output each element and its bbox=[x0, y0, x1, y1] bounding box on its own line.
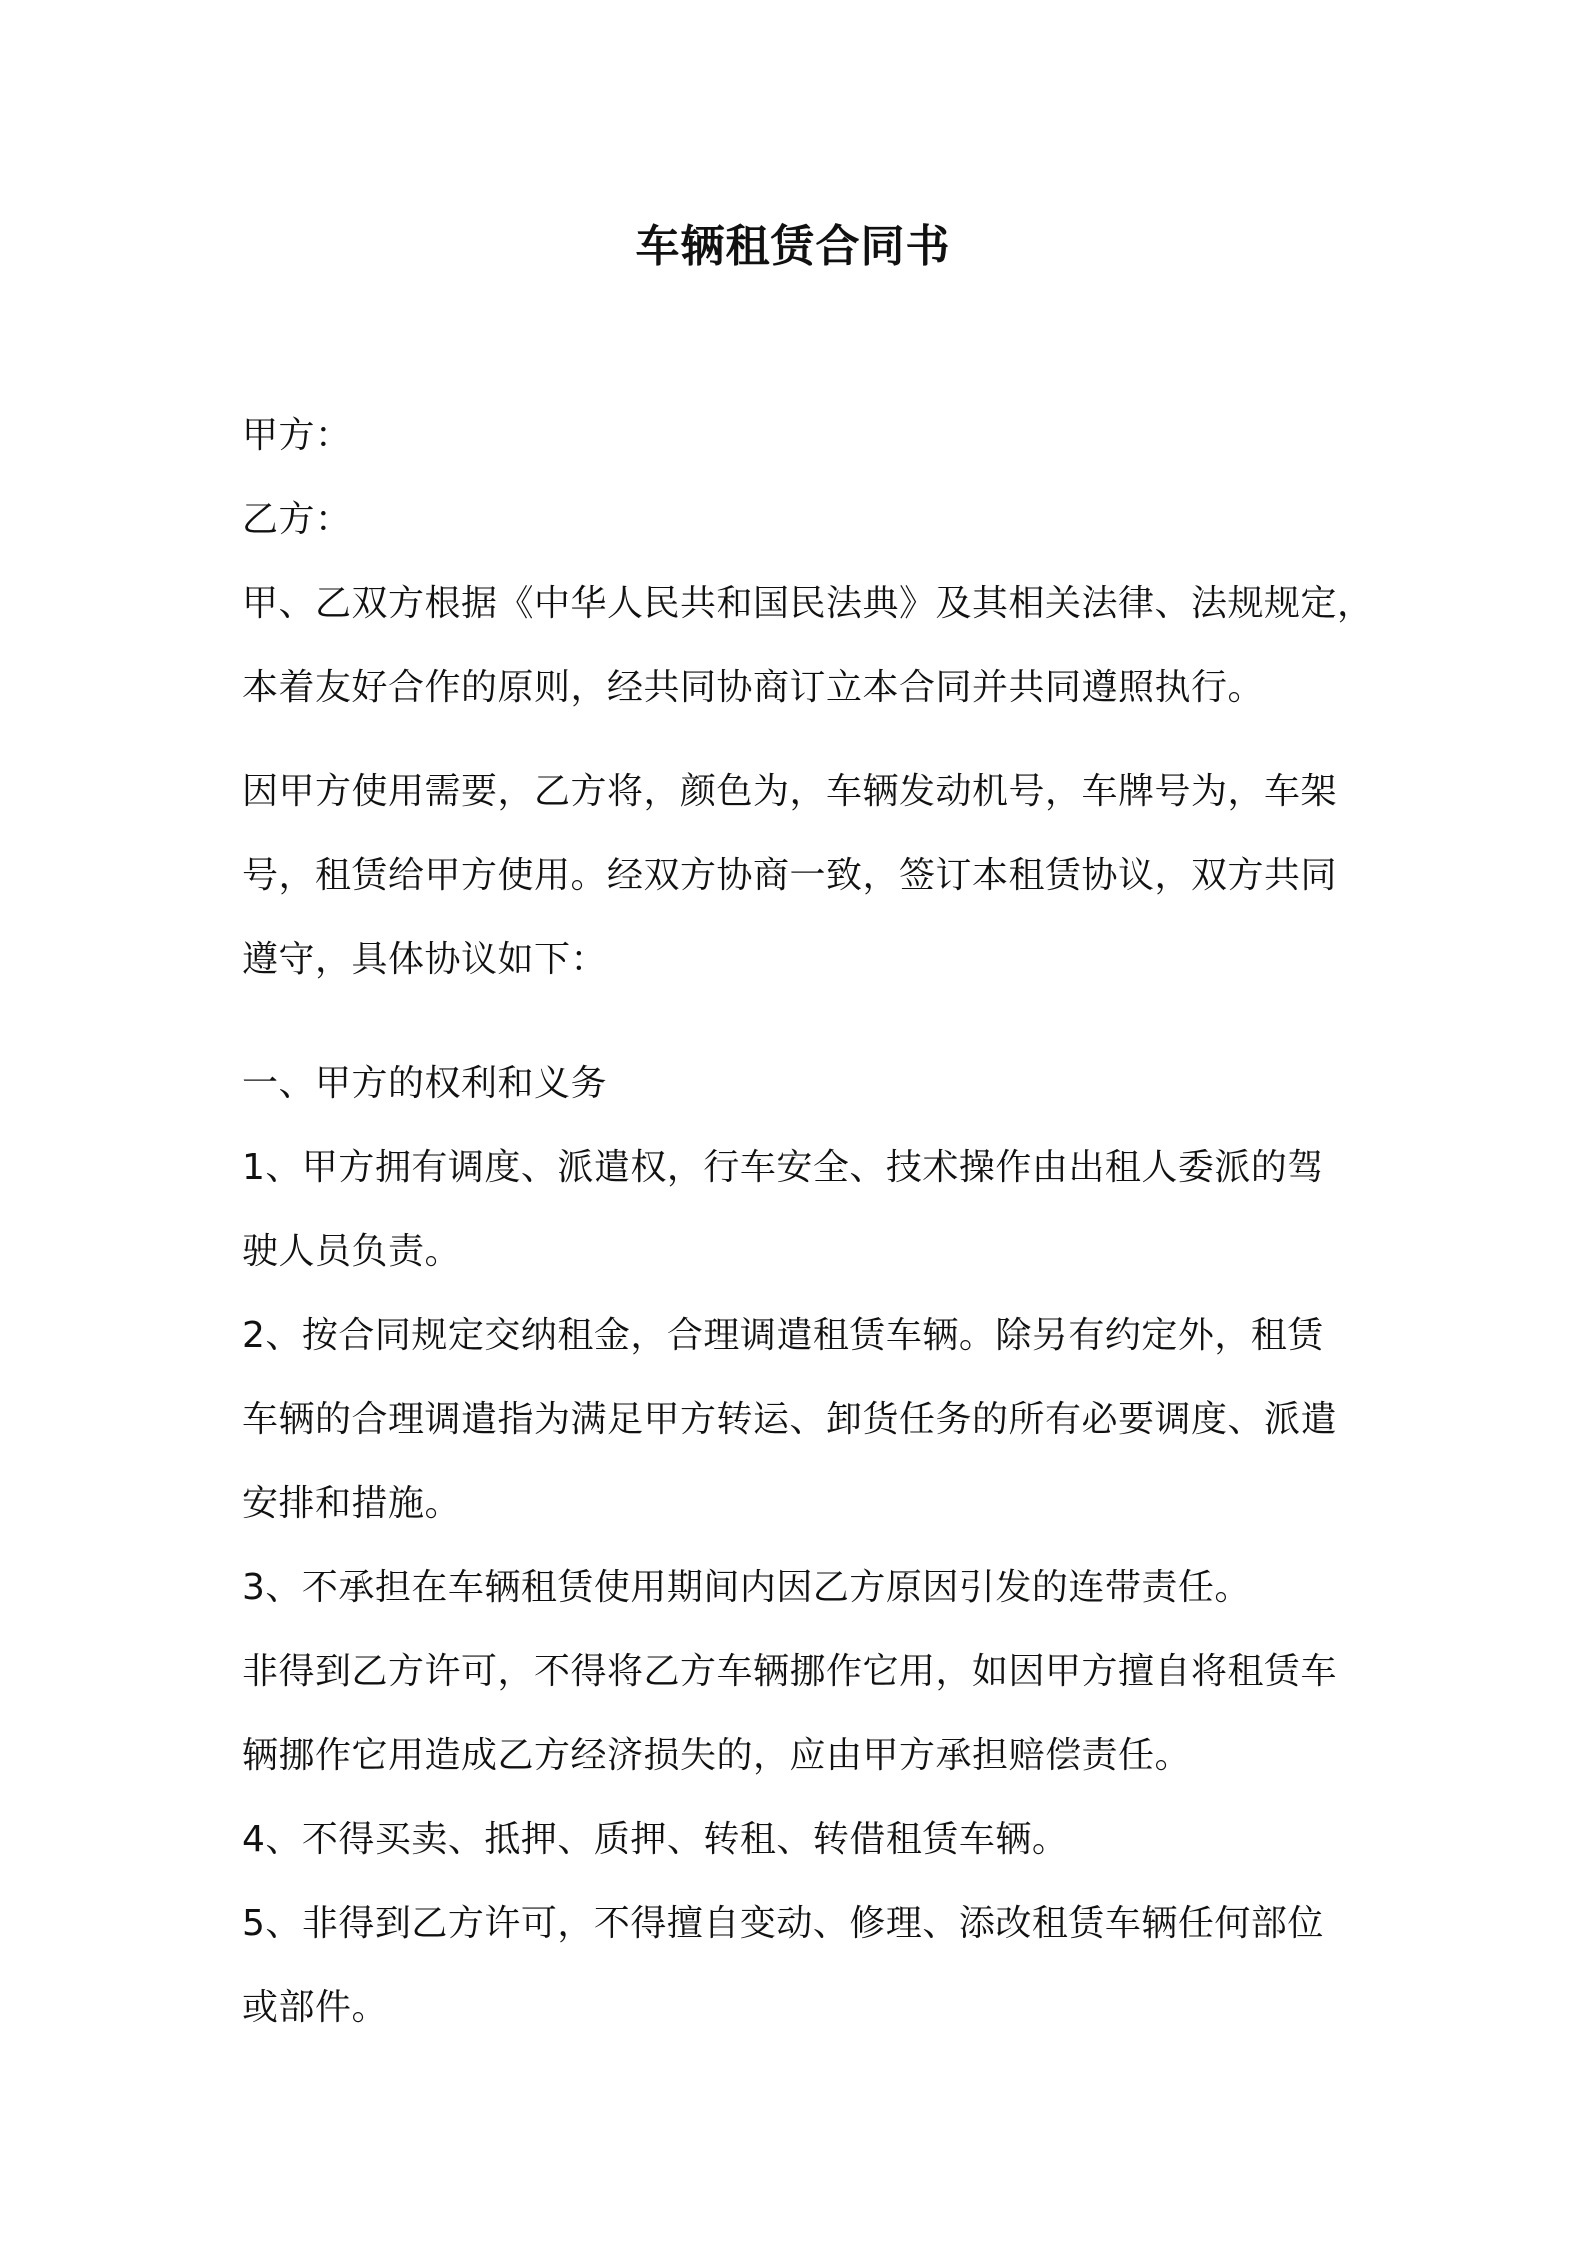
document-title: 车辆租赁合同书 bbox=[635, 221, 951, 272]
clause-1-line-1: 1、甲方拥有调度、派遣权，行车安全、技术操作由出租人委派的驾 bbox=[242, 1147, 1324, 1188]
lease-intro-line-2: 号，租赁给甲方使用。经双方协商一致，签订本租赁协议，双方共同 bbox=[242, 855, 1338, 896]
preamble-line-2: 本着友好合作的原则，经共同协商订立本合同并共同遵照执行。 bbox=[242, 667, 1265, 708]
clause-3-line-3: 辆挪作它用造成乙方经济损失的，应由甲方承担赔偿责任。 bbox=[242, 1735, 1192, 1776]
party-b-line: 乙方： bbox=[242, 499, 352, 540]
clause-5-line-1: 5、非得到乙方许可，不得擅自变动、修理、添改租赁车辆任何部位 bbox=[242, 1903, 1324, 1944]
clause-5-line-2: 或部件。 bbox=[242, 1987, 389, 2028]
clause-3-line-2: 非得到乙方许可，不得将乙方车辆挪作它用，如因甲方擅自将租赁车 bbox=[242, 1651, 1338, 1692]
clause-3-line-1: 3、不承担在车辆租赁使用期间内因乙方原因引发的连带责任。 bbox=[242, 1567, 1251, 1608]
clause-2-line-3: 安排和措施。 bbox=[242, 1483, 462, 1524]
preamble-line-1: 甲、乙双方根据《中华人民共和国民法典》及其相关法律、法规规定， bbox=[242, 583, 1374, 624]
lease-intro-line-3: 遵守，具体协议如下： bbox=[242, 939, 608, 980]
clause-1-line-2: 驶人员负责。 bbox=[242, 1231, 462, 1272]
clause-2-line-2: 车辆的合理调遣指为满足甲方转运、卸货任务的所有必要调度、派遣 bbox=[242, 1399, 1338, 1440]
clause-4-line-1: 4、不得买卖、抵押、质押、转租、转借租赁车辆。 bbox=[242, 1819, 1069, 1860]
clause-2-line-1: 2、按合同规定交纳租金，合理调遣租赁车辆。除另有约定外，租赁 bbox=[242, 1315, 1324, 1356]
lease-intro-line-1: 因甲方使用需要，乙方将，颜色为，车辆发动机号，车牌号为，车架 bbox=[242, 771, 1338, 812]
party-a-line: 甲方： bbox=[242, 415, 352, 456]
section-heading: 一、甲方的权利和义务 bbox=[242, 1063, 608, 1104]
